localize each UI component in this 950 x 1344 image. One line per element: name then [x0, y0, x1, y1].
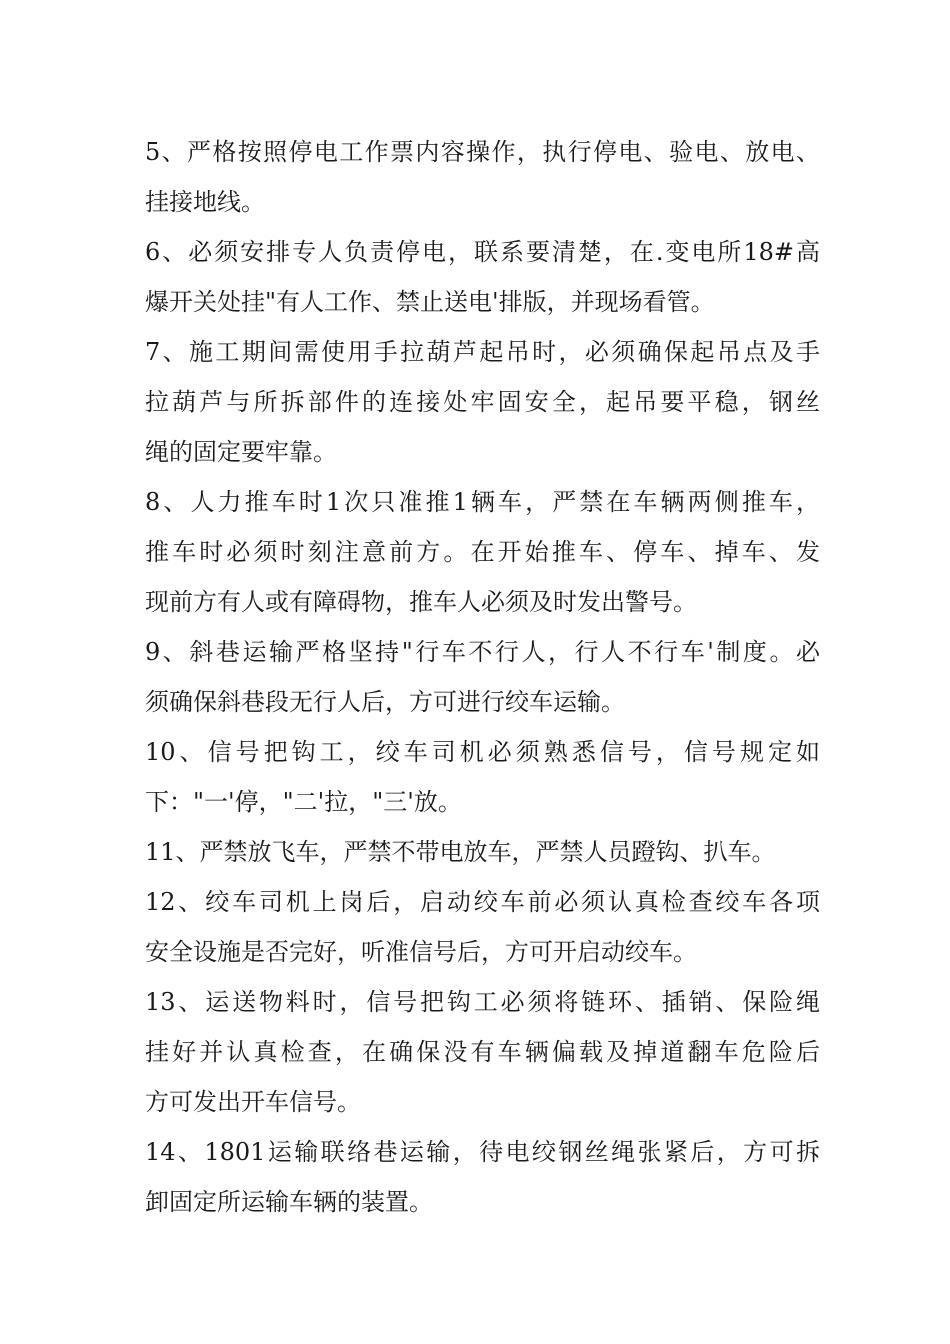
item-5-line-1: 5、严格按照停电工作票内容操作，执行停电、验电、放电、: [145, 138, 820, 166]
item-9-line-1: 9、斜巷运输严格坚持"行车不行人，行人不行车'制度。必: [145, 638, 820, 666]
item-6-line-2: 爆开关处挂"有人工作、禁止送电'排版，并现场看管。: [145, 288, 715, 316]
item-7-line-1: 7、施工期间需使用手拉葫芦起吊时，必须确保起吊点及手: [145, 338, 820, 366]
item-13-line-2: 挂好并认真检查，在确保没有车辆偏载及掉道翻车危险后: [145, 1038, 820, 1066]
item-9-line-2: 须确保斜巷段无行人后，方可进行绞车运输。: [145, 688, 625, 716]
item-14-line-2: 卸固定所运输车辆的装置。: [145, 1188, 433, 1216]
item-7-line-3: 绳的固定要牢靠。: [145, 438, 337, 466]
item-12-line-1: 12、绞车司机上岗后，启动绞车前必须认真检查绞车各项: [145, 888, 820, 916]
document-body: [145, 127, 820, 1227]
item-13-line-1: 13、运送物料时，信号把钩工必须将链环、插销、保险绳: [145, 988, 820, 1016]
item-6-line-1: 6、必须安排专人负责停电，联系要清楚，在.变电所18#高: [145, 238, 820, 266]
item-7-line-2: 拉葫芦与所拆部件的连接处牢固安全，起吊要平稳，钢丝: [145, 388, 820, 416]
item-13-line-3: 方可发出开车信号。: [145, 1088, 361, 1116]
item-10-line-1: 10、信号把钩工，绞车司机必须熟悉信号，信号规定如: [145, 738, 820, 766]
item-8-line-1: 8、人力推车时1次只准推1辆车，严禁在车辆两侧推车，: [145, 488, 820, 516]
item-12-line-2: 安全设施是否完好，听准信号后，方可开启动绞车。: [145, 938, 697, 966]
item-8-line-2: 推车时必须时刻注意前方。在开始推车、停车、掉车、发: [145, 538, 820, 566]
item-14-line-1: 14、1801运输联络巷运输，待电绞钢丝绳张紧后，方可拆: [145, 1138, 820, 1166]
item-5-line-2: 挂接地线。: [145, 188, 265, 216]
item-8-line-3: 现前方有人或有障碍物，推车人必须及时发出警号。: [145, 588, 697, 616]
item-10-line-2: 下："一'停，"二'拉，"三'放。: [145, 788, 462, 816]
item-11-line-1: 11、严禁放飞车，严禁不带电放车，严禁人员蹬钩、扒车。: [145, 838, 776, 866]
